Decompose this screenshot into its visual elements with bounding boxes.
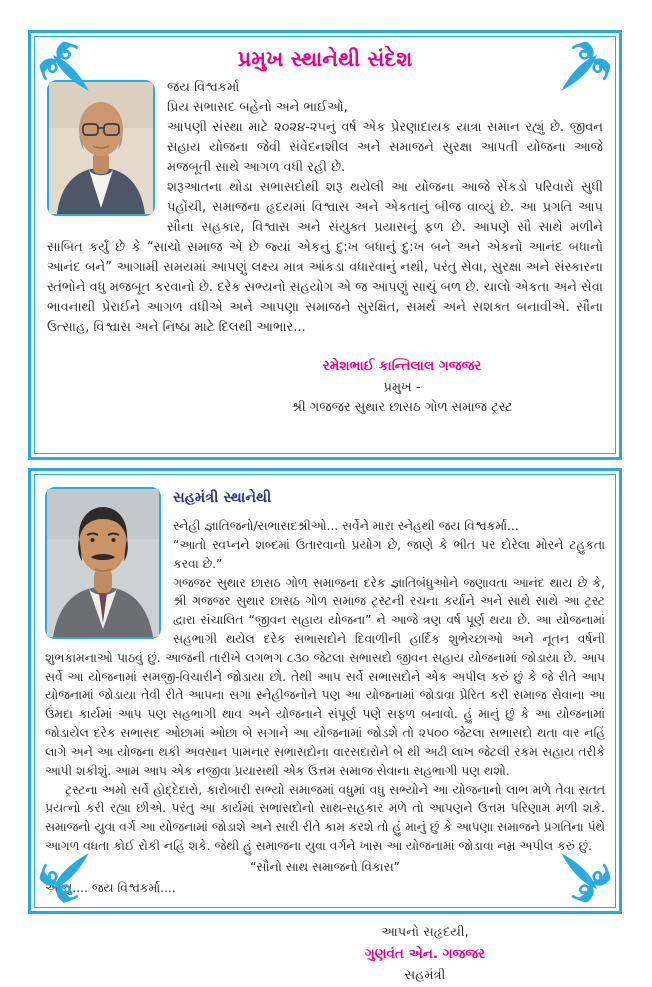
trust-name: શ્રી ગજજર સુથાર છાસઠ ગોળ સમાજ ટ્રસ્ટ — [291, 399, 513, 415]
corner-flourish-icon — [38, 850, 92, 904]
co-secretary-photo — [45, 487, 161, 639]
co-secretary-paragraph-1: ગજજર સુથાર છાસઠ ગોળ સમાજના દરેક જ્ઞાતિબંધુઓને જણાવતા આનંદ થાય છે કે, શ્રી ગજજર સુથાર છાસઠ ગોળ સમાજ ટ્રસ્ટની રચના કર્યાને અને સાથે સાથે આ ટ્રસ્ટ દ્વારા સંચાલિત “જીવન સહાય યોજના” ને આજે ત્રણ વર્ષ પૂર્ણ થયા છે. આ યોજનામાં સહભાગી થયેલ દરેક સભાસદોને દિવાળીની હાર્દિક શુભેચ્છાઓ અને નૂતન વર્ષની શુભકામનાઓ પાઠવું છું. આજની તારીખે લગભગ ૮૩૦ જેટલા સભાસદો જીવન સહાય યોજનામાં જોડાયા છે. આપ સર્વે આ યોજનામાં સમજી-વિચારીને જોડાયા છો. તેથી આપ સર્વે સભાસદોને એક અપીલ કરું છું કે જે રીતે આપ યોજનામાં જોડાયા તેવી રીતે આપના સગા સ્નેહીજનોને પણ આ યોજનામાં જોડાવા પ્રેરિત કરી સમાજ સેવાના આ ઉંમદા કાર્યમાં આપ પણ સહભાગી થાવ અને યોજનાને સંપૂર્ણ પણે સફળ બનાવો. હું માનું છું કે આ યોજનામાં જોડાયેલ દરેક સભાસદ ઓછામાં ઓછા બે સગાને આ યોજનામાં જોડશે તો ૨૫૦૦ જેટલા સભાસદો થતા વાર નહિં લાગે અને આ યોજના થકી અવસાન પામનાર સભાસદોના વારસદારોને બે થી અઢી લાખ જેટલી રકમ સહાય તરીકે આપી શકીશું. આમ આપ એક નજીવા પ્રયાસથી એક ઉત્તમ સમાજ સેવાના સહભાગી પણ થશો. — [45, 575, 605, 778]
president-paragraph-1: આપણી સંસ્થા માટે ૨૦૨૪-૨૫નું વર્ષ એક પ્રેરણાદાયક યાત્રા સમાન રહ્યું છે. જીવન સહાય યોજના જેવી સંવેદનશીલ અને સમાજને સુરક્ષા આપતી યોજના આજે મજબૂતી સાથે આગળ વધી રહી છે. — [167, 120, 603, 176]
greeting-line-1: જય વિશ્વકર્મા — [167, 80, 240, 95]
slogan-line: “સૌનો સાથ સમાજનો વિકાસ” — [250, 859, 400, 874]
corner-flourish-icon — [558, 40, 612, 94]
opening-quote: “આતો સ્વપ્નને શબ્દમાં ઉતારવાનો પ્રયોગ છે, જાણે કે ભીત પર દોરેલા મોરને ટહુકતા કરવા છે.” — [173, 537, 605, 571]
section-title: સહમંત્રી સ્થાનેથી — [173, 490, 272, 506]
co-secretary-portrait-icon — [47, 489, 159, 637]
co-secretary-message-box — [28, 468, 622, 984]
president-message-box — [28, 30, 622, 460]
salutation-line: સ્નેહી જ્ઞાતિજનો/સભાસદશ્રીઓ... સર્વેને મારા સ્નેહથી જય વિશ્વકર્મા... — [173, 519, 519, 534]
signature-salutation: આપનો સહૃદયી, — [381, 925, 469, 941]
co-secretary-paragraph-2: ટ્રસ્ટના અમો સર્વે હોદ્દેદારો, કારોબારી સભ્યો સમાજમાં વધુમાં વધુ સભ્યોને આ યોજનાનો લાભ મળે તેવા સતત પ્રયત્નો કરી રહ્યા છીએ. પરંતુ આ કાર્યમાં સભાસદોનો સાથ-સહકાર મળે તો આપણને ઉત્તમ પરિણામ મળી શકે. સમાજનો યુવા વર્ગ આ યોજનામાં જોડાશે અને સારી રીતે કામ કરશે તો હું માનું છું કે આપણા સમાજને પ્રગતિના પંથે આગળ વધતા કોઈ રોકી નહિં શકે. જેથી હું સમાજના યુવા વર્ગને ખાસ આ યોજનામાં જોડાવા નમ્ર અપીલ કરું છું. — [45, 782, 605, 853]
president-portrait-icon — [49, 82, 153, 214]
corner-flourish-icon — [38, 40, 92, 94]
president-signature-block — [237, 356, 567, 417]
page-title: પ્રમુખ સ્થાનેથી સંદેશ — [237, 47, 413, 71]
president-name: રમેશભાઈ કાન્તિલાલ ગજજર — [322, 358, 482, 375]
president-photo — [47, 80, 155, 216]
president-message-body — [31, 76, 619, 417]
co-secretary-name: ગુણવંત એન. ગજજર — [364, 945, 486, 962]
co-secretary-signature-block — [285, 923, 565, 986]
greeting-line-2: પ્રિય સભાસદ બહેનો અને ભાઈઓ, — [167, 100, 348, 116]
co-secretary-role: સહમંત્રી — [404, 968, 446, 984]
corner-flourish-icon — [558, 850, 612, 904]
co-secretary-message-body — [31, 471, 619, 987]
president-paragraph-2: શરૂઆતના થોડા સભાસદોથી શરૂ થયેલી આ યોજના આજે સેંકડો પરિવારો સુધી પહોંચી, સમાજના હૃદયમાં વિશ્વાસ અને એકતાનું બીજ વાવ્યું છે. આ પ્રગતિ આપ સૌના સહકાર, વિશ્વાસ અને સંયુક્ત પ્રયાસનું ફળ છે. આપણે સૌ સાથે મળીને સાબિત કર્યું છે કે “સાચો સમાજ એ છે જ્યાં એકનું દુ:ખ બધાનું દુ:ખ બને અને એકનો આનંદ બધાનો આનંદ બને” આગામી સમયમાં આપણું લક્ષ્ય માત્ર આંકડા વધારવાનું નથી, પરંતુ સેવા, સુરક્ષા અને સંસ્કારના સ્તંભોને વધુ મજબૂત કરવાનો છે. દરેક સભ્યનો સહયોગ એ જ આપણું સાચું બળ છે. ચાલો એકતા અને સેવા ભાવનાથી પ્રેરાઈને આગળ વધીએ અને આપણા સમાજને સુરક્ષિત, સમર્થ અને સશક્ત બનાવીએ. સૌના ઉત્સાહ, વિશ્વાસ અને નિષ્ઠા માટે દિલથી આભાર... — [47, 180, 603, 336]
closing-line: અસ્તુ.... જય વિશ્વકર્મા.... — [45, 880, 176, 895]
president-role: પ્રમુખ - — [383, 380, 421, 396]
